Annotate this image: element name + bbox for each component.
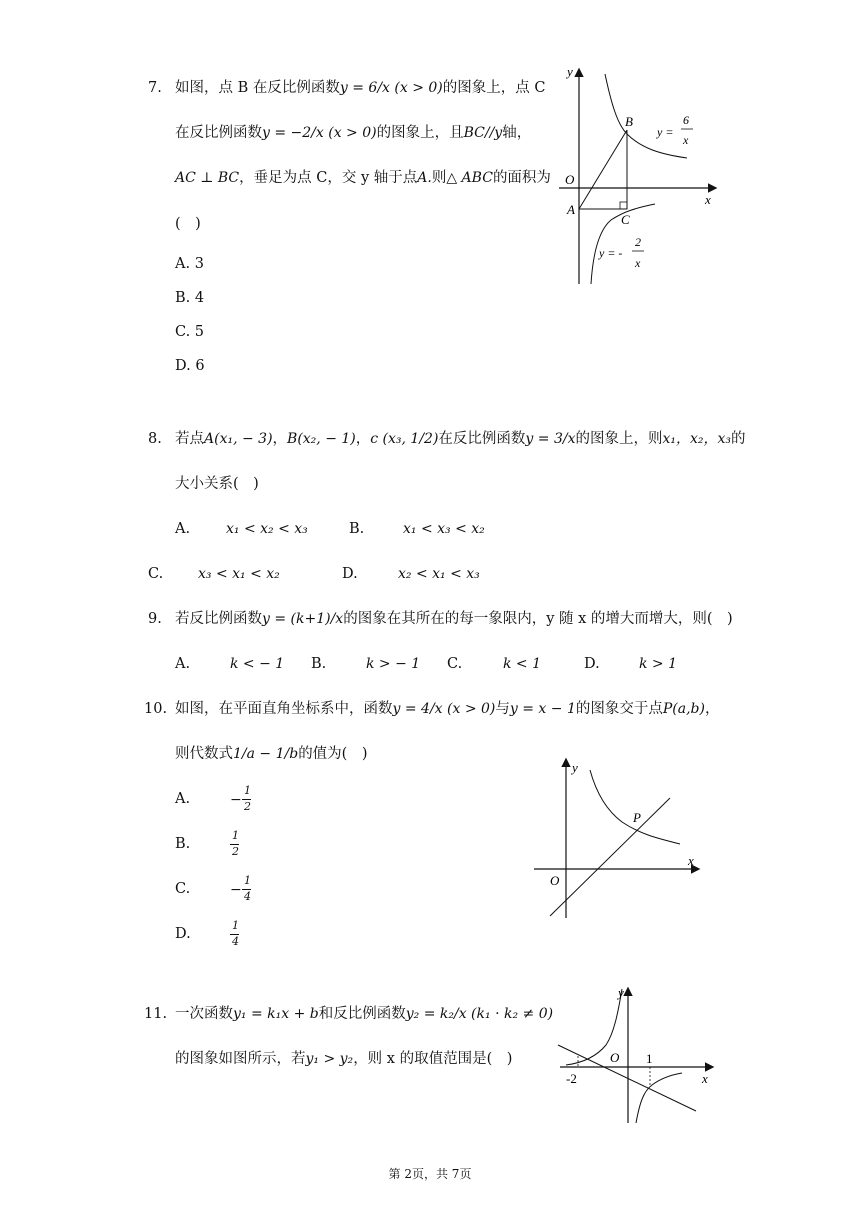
q7-point-a: A. (417, 170, 432, 186)
q8-option-c-label: C. (148, 566, 164, 582)
q8-option-a-label: A. (175, 521, 191, 537)
q7-number: 7. (148, 80, 162, 96)
q11-text: 的图象如图所示，若 (175, 1051, 306, 1067)
q7-text: 的图象上，点 C (442, 80, 546, 96)
q7-text: 在反比例函数 (175, 125, 262, 141)
q10-text: 与 (495, 701, 510, 717)
q8-line2: 大小关系( ) (175, 476, 259, 492)
q8-option-b-expr: x₁ < x₃ < x₂ (403, 521, 485, 537)
q10-func2: y = x − 1 (509, 701, 576, 717)
label-x: x (688, 853, 694, 868)
q10-text: 的图象交于点 (575, 701, 663, 717)
q8-text: 在反比例函数 (438, 431, 526, 447)
label-x: x (705, 192, 711, 207)
q9-func: y = (k+1)/x (262, 611, 344, 627)
q7-line1 (175, 78, 545, 98)
q10-point-p: P(a,b) (662, 701, 705, 717)
q11-number: 11. (144, 1006, 168, 1022)
q7-option-c: C. 5 (175, 324, 205, 340)
q7-line2 (175, 123, 531, 143)
q10-text: ， (704, 701, 720, 717)
q7-option-a: A. 3 (175, 256, 204, 272)
q8-line1: 若点A(x₁, − 3)，B(x₂, − 1)，c (x₃, 1/2)在反比例函数y = 3/x的图象上，则x₁，x₂，x₃的 (175, 431, 746, 447)
q11-line2 (175, 1049, 512, 1069)
q10-option-b-label: B. (175, 836, 191, 852)
label-x: x (702, 1071, 708, 1086)
q10-line2 (175, 744, 368, 764)
q9-option-a-expr: k < − 1 (230, 656, 285, 672)
label-func2-den: x (635, 256, 641, 270)
q10-text: 则代数式 (175, 746, 233, 762)
line-y1 (558, 1045, 696, 1111)
q7-text: 的面积为 (492, 170, 551, 186)
q10-text: 如图，在平面直角坐标系中，函数 (175, 701, 393, 717)
q10-figure (530, 752, 705, 920)
q10-func1: y = 4/x (x > 0) (392, 701, 496, 717)
label-o: O (565, 172, 575, 187)
label-c: C (621, 212, 630, 227)
q9-option-c-label: C. (447, 656, 463, 672)
right-angle-mark (620, 202, 627, 209)
label-p: P (633, 810, 641, 825)
q8-vars: x₁，x₂，x₃ (662, 431, 731, 447)
q7-text: 则 (431, 170, 447, 186)
q9-number: 9. (148, 611, 162, 627)
label-func2-num: 2 (635, 235, 641, 249)
q10-option-c-label: C. (175, 881, 191, 897)
label-neg2: -2 (566, 1071, 577, 1086)
q7-text: 如图，点 B 在反比例函数 (175, 80, 340, 96)
label-func1-lhs: y = (657, 125, 674, 139)
q9-option-d-expr: k > 1 (639, 656, 678, 672)
line-x-minus-1 (550, 798, 670, 916)
label-func2-lhs: y = - (599, 246, 623, 260)
q8-option-d-expr: x₂ < x₁ < x₃ (398, 566, 480, 582)
q8-text: 的图象上，则 (575, 431, 663, 447)
q11-condition: y₁ > y₂ (305, 1051, 354, 1067)
q11-text: 一次函数 (175, 1006, 233, 1022)
q10-line1 (175, 699, 719, 719)
q11-text: 和反比例函数 (318, 1006, 406, 1022)
label-o: O (610, 1050, 620, 1065)
q8-func: y = 3/x (525, 431, 576, 447)
label-a: A (567, 202, 575, 217)
q8-text: 若点 (175, 431, 204, 447)
label-b: B (625, 114, 633, 129)
q8-text: 的 (731, 431, 746, 447)
label-o: O (550, 873, 560, 888)
q7-text: 轴， (502, 125, 532, 141)
q9-text: 若反比例函数 (175, 611, 262, 627)
q10-number: 10. (144, 701, 168, 717)
q8-point-a: A(x₁, − 3) (204, 431, 273, 447)
q8-option-d-label: D. (342, 566, 358, 582)
q9-line1 (175, 609, 733, 629)
q7-acbc: AC ⊥ BC (175, 170, 240, 186)
q11-func1: y₁ = k₁x + b (233, 1006, 319, 1022)
q7-figure (555, 62, 725, 292)
q7-func1: y = 6/x (x > 0) (339, 80, 443, 96)
q7-triangle: △ ABC (446, 170, 493, 186)
q11-line1 (175, 1004, 553, 1024)
q8-point-b: B(x₂, − 1) (287, 431, 356, 447)
q10-option-d-label: D. (175, 926, 191, 942)
label-one: 1 (646, 1051, 653, 1066)
q7-bc: BC//y (463, 125, 503, 141)
q8-number: 8. (148, 431, 162, 447)
q9-option-b-label: B. (311, 656, 327, 672)
q7-text: 的图象上，且 (376, 125, 464, 141)
label-y: y (567, 64, 573, 79)
q8-option-a-expr: x₁ < x₂ < x₃ (226, 521, 308, 537)
q7-option-b: B. 4 (175, 290, 205, 306)
q11-func2: y₂ = k₂/x (k₁ · k₂ ≠ 0) (405, 1006, 554, 1022)
q8-point-c: c (x₃, 1/2) (370, 431, 439, 447)
page-footer: 第 2页，共 7页 (388, 1167, 472, 1181)
q8-option-c-expr: x₃ < x₁ < x₂ (198, 566, 280, 582)
segment-ab (579, 130, 627, 209)
q11-text: ，则 x 的取值范围是( ) (353, 1051, 513, 1067)
q9-option-b-expr: k > − 1 (366, 656, 421, 672)
q9-option-d-label: D. (584, 656, 600, 672)
q10-text: 的值为( ) (298, 746, 368, 762)
q7-text: ，垂足为点 C，交 y 轴于点 (239, 170, 418, 186)
q9-text: 的图象在其所在的每一象限内，y 随 x 的增大而增大，则( ) (343, 611, 733, 627)
q10-expr: 1/a − 1/b (233, 746, 299, 762)
curve-right-branch (636, 1073, 682, 1123)
label-y: y (572, 760, 578, 775)
q9-option-a-label: A. (175, 656, 191, 672)
label-func1-den: x (683, 133, 689, 147)
q7-func2: y = −2/x (x > 0) (262, 125, 377, 141)
q10-option-a-label: A. (175, 791, 191, 807)
q7-option-d: D. 6 (175, 358, 205, 374)
q7-line3 (175, 168, 551, 188)
q11-figure (552, 983, 717, 1125)
label-y: y (618, 985, 624, 1000)
q7-paren: ( ) (175, 216, 201, 232)
q8-option-b-label: B. (349, 521, 365, 537)
label-func1-num: 6 (683, 113, 689, 127)
q9-option-c-expr: k < 1 (503, 656, 542, 672)
